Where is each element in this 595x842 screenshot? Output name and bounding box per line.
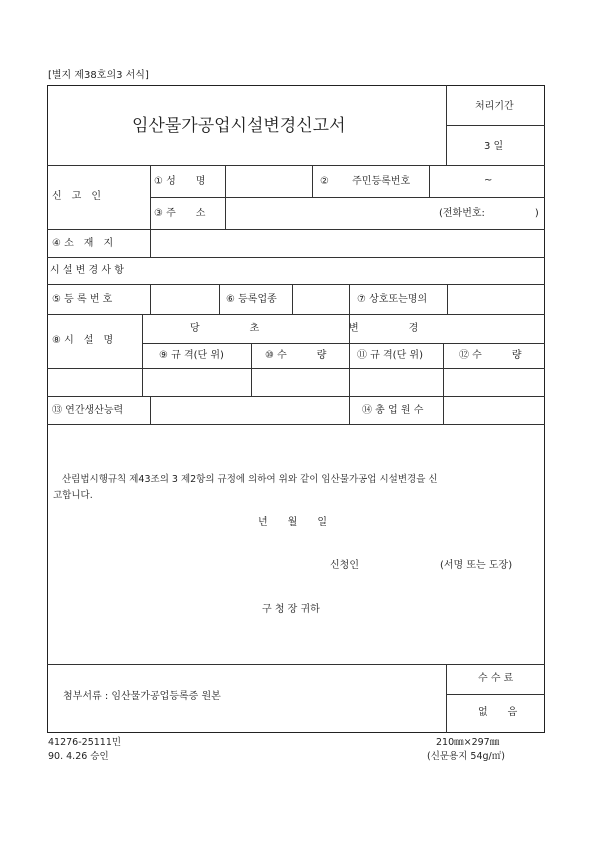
address-label: ③ 주 소 (154, 208, 206, 219)
registered-business-type-field[interactable] (293, 285, 348, 313)
processing-period-label: 처리기간 (475, 101, 514, 112)
name-field[interactable] (226, 166, 311, 196)
divider (47, 424, 545, 425)
divider (142, 343, 545, 344)
reporter-label: 신 고 인 (52, 191, 101, 202)
form-number-tag: [별지 제38호의3 서식] (48, 70, 149, 81)
divider (446, 125, 545, 126)
paper-size: 210㎜×297㎜ (436, 737, 500, 748)
signature-label: (서명 또는 도장) (440, 560, 513, 571)
facility-changes-heading: 시 설 변 경 사 항 (50, 265, 124, 276)
location-field[interactable] (151, 230, 544, 256)
divider (219, 284, 220, 314)
divider (47, 314, 545, 315)
registered-business-type-label: ⑥ 등록업종 (226, 294, 277, 305)
phone-number-label: (전화번호: ) (439, 208, 539, 219)
after-change-header: 변 경 (349, 323, 419, 334)
declaration-text-continued: 고합니다. (53, 490, 93, 501)
form-code: 41276-25111민 (48, 737, 122, 748)
divider (446, 664, 447, 733)
spec-unit-after-label: ⑪ 규 격(단 위) (357, 350, 423, 361)
paper-weight: (신문용지 54g/㎡) (427, 751, 505, 762)
trade-name-label: ⑦ 상호또는명의 (357, 294, 428, 305)
resident-number-dash: ~ (484, 175, 493, 186)
spec-unit-after-field[interactable] (350, 369, 442, 395)
divider (349, 284, 350, 314)
quantity-after-field[interactable] (444, 369, 544, 395)
registration-number-field[interactable] (151, 285, 218, 313)
before-change-header: 당 초 (190, 323, 260, 334)
recipient-line: 구 청 장 귀하 (262, 604, 320, 615)
trade-name-field[interactable] (448, 285, 544, 313)
spec-unit-before-label: ⑨ 규 격(단 위) (159, 350, 224, 361)
divider (47, 257, 545, 258)
spec-unit-before-field[interactable] (143, 369, 250, 395)
fee-label: 수 수 료 (478, 673, 514, 684)
fee-value: 없 음 (478, 707, 518, 718)
resident-number-label: ② 주민등록번호 (320, 176, 411, 187)
name-label: ① 성 명 (154, 176, 206, 187)
quantity-before-label: ⑩ 수 량 (265, 350, 327, 361)
annual-capacity-label: ⑬ 연간생산능력 (52, 405, 124, 416)
processing-period-value: 3 일 (484, 141, 504, 152)
quantity-before-field[interactable] (252, 369, 348, 395)
declaration-text: 산림법시행규칙 제43조의 3 제2항의 규정에 의하여 위와 같이 임산물가공업 시설변경을 신 (62, 474, 438, 485)
location-label: ④ 소 재 지 (52, 238, 114, 249)
facility-name-field[interactable] (48, 369, 141, 395)
divider (47, 664, 545, 665)
approval-date: 90. 4.26 승인 (48, 751, 109, 762)
quantity-after-label: ⑫ 수 량 (459, 350, 522, 361)
annual-capacity-field[interactable] (151, 397, 348, 423)
facility-name-label: ⑧ 시 설 명 (52, 335, 114, 346)
employee-count-label: ⑭ 총 업 원 수 (362, 405, 424, 416)
employee-count-field[interactable] (444, 397, 544, 423)
date-line: 년 월 일 (258, 517, 327, 528)
form-title: 임산물가공업시설변경신고서 (132, 116, 346, 136)
divider (349, 396, 350, 424)
attachment-note: 첨부서류 : 임산물가공업등록증 원본 (63, 691, 221, 702)
divider (312, 165, 313, 197)
divider (446, 694, 545, 695)
applicant-label: 신청인 (330, 560, 359, 571)
registration-number-label: ⑤ 등 록 번 호 (52, 294, 113, 305)
